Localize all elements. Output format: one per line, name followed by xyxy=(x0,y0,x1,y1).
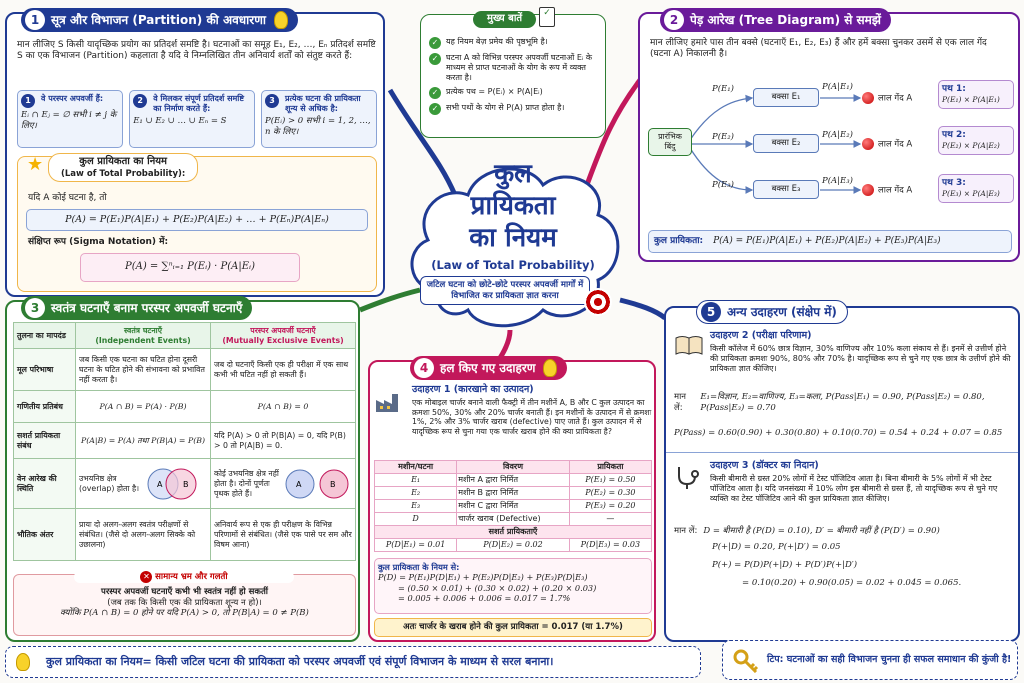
example-2-solution: P(Pass) = 0.60(0.90) + 0.30(0.80) + 0.10(0.70) = 0.54 + 0.24 + 0.07 = 0.85 xyxy=(674,428,1003,438)
lightbulb-icon xyxy=(543,359,557,377)
path-box-2: पथ 2: P(E₂) × P(A|E₂) xyxy=(938,126,1014,155)
mistake-line-3: क्योंकि P(A ∩ B) = 0 होने पर यदि P(A) > 0, तो P(B|A) = 0 ≠ P(B) xyxy=(60,608,309,619)
section-4-panel xyxy=(368,360,656,642)
lightbulb-icon xyxy=(16,653,30,671)
col-independent: स्वतंत्र घटनाएँ (Independent Events) xyxy=(76,323,211,349)
path-box-1: पथ 1: P(E₁) × P(A|E₁) xyxy=(938,80,1014,109)
section-5-header xyxy=(696,300,848,324)
solution-box: कुल प्रायिकता के नियम से: P(D) = P(E₁)P(D|E₁) + P(E₂)P(D|E₂) + P(E₃)P(D|E₃) = (0.50 × 0.01) + (0.30 × 0.02) + (0.20 × 0.03) = 0.005 + 0.006 + 0.006 = 0.017 = 1.7% xyxy=(374,558,652,614)
table-row: भौतिक अंतर प्रायः दो अलग-अलग स्वतंत्र परीक्षणों से संबंधित। (जैसे दो अलग-अलग सिक्के को उछालना) अनिवार्य रूप से एक ही परीक्षण के विभिन्न परिणामों से संबंधित। (जैसे एक पासे पर सम और विषम आना) xyxy=(14,509,356,561)
table-row: वेन आरेख की स्थिति उभयनिष्ठ क्षेत्र (overlap) होता है। A B कोई उभयनिष्ठ क्षेत्र नहीं होता है। दोनों पूर्णतः पृथक होते हैं। A B xyxy=(14,459,356,509)
col-criteria: तुलना का मापदंड xyxy=(14,323,76,349)
section-4-header xyxy=(410,356,567,380)
box-node-2: बक्सा E₂ xyxy=(753,134,819,153)
footer-summary: कुल प्रायिकता का नियम = किसी जटिल घटना की प्रायिकता को परस्पर अपवर्जी एवं संपूर्ण विभाजन के माध्यम से सरल बनाना। xyxy=(5,646,701,678)
section-1-header xyxy=(21,8,298,32)
stethoscope-icon xyxy=(674,464,702,492)
venn-overlap-icon xyxy=(141,466,205,502)
condition-2: 2 वे मिलकर संपूर्ण प्रतिदर्श समष्टि का निर्माण करते हैं: E₁ ∪ E₂ ∪ … ∪ Eₙ = S xyxy=(129,90,255,148)
comparison-table xyxy=(13,322,356,561)
key-point: ✓ प्रत्येक पथ = P(Eᵢ) × P(A|Eᵢ) xyxy=(429,87,603,99)
section-4-number: 4 xyxy=(414,358,434,378)
lightbulb-icon xyxy=(274,11,288,29)
section-4-title: हल किए गए उदाहरण xyxy=(440,360,536,375)
example-2-let: मान लें: E₁=विज्ञान, E₂=वाणिज्य, E₃=कला, P(Pass|E₁) = 0.90, P(Pass|E₂) = 0.80, P(Pass|E₃) = 0.70 xyxy=(674,392,985,413)
example-1-text: एक मोबाइल चार्जर बनाने वाली फैक्ट्री में तीन मशीनें A, B और C कुल उत्पादन का क्रमशः 50%, 30% और 20% चार्जर बनाती हैं। इन मशीनों के उत्पादन में से क्रमशः 1%, 2% और 3% चार्जर खराब (defective) पाए जाते हैं। कुल उत्पादन में से यादृच्छिक रूप से चुना गया एक चार्जर खराब होने की क्या प्रायिकता है? xyxy=(412,398,652,437)
key-point: ✓ घटना A को विभिन्न परस्पर अपवर्जी घटनाओं Eᵢ के माध्यम से प्राप्त घटनाओं के योग के रूप में व्यक्त करता है। xyxy=(429,53,603,83)
machine-table: मशीन/घटना विवरण प्रायिकता E₁ मशीन A द्वारा निर्मित P(E₁) = 0.50 E₂ मशीन B द्वारा निर्मित P(E₂) = 0.30 E₃ मशीन C द्वारा निर्मित P(E₃) = 0.20 D चार्जर खराब (Defective) — सशर्त प्रायिकताएँ P(D|E₁) = 0.01 P(D|E₂) = 0.02 P(D|E₃) = 0.03 xyxy=(374,460,652,552)
law-title: कुल प्रायिकता का नियम xyxy=(79,156,168,167)
ball-node-3: लाल गेंद A xyxy=(862,184,912,196)
example-3-text: किसी बीमारी से ग्रस्त 20% लोगों में टेस्ट पॉजिटिव आता है। बिना बीमारी के 5% लोगों में भी टेस्ट पॉजिटिव आता है। यदि जनसंख्या में 10% लोग इस बीमारी से ग्रस्त हैं, तो यादृच्छिक रूप से चुने गए व्यक्ति का टेस्ट पॉजिटिव आने की कुल प्रायिकता ज्ञात कीजिए। xyxy=(710,474,998,503)
cond-prob-1: P(A|E₁) xyxy=(822,82,853,92)
sigma-formula: P(A) = ∑ⁿᵢ₌₁ P(Eᵢ) · P(A|Eᵢ) xyxy=(80,253,300,282)
section-3-panel xyxy=(5,300,360,642)
example-3-let: मान लें: D = बीमारी है (P(D) = 0.10), D′ = बीमारी नहीं है (P(D′) = 0.90) xyxy=(674,526,940,536)
section-5-title: अन्य उदाहरण (संक्षेप में) xyxy=(727,304,837,319)
answer-box: अतः चार्जर के खराब होने की कुल प्रायिकता = 0.017 (या 1.7%) xyxy=(374,618,652,637)
sigma-label: संक्षिप्त रूप (Sigma Notation) में: xyxy=(28,237,169,247)
center-tagline: जटिल घटना को छोटे-छोटे परस्पर अपवर्जी मार्गों में विभाजित कर प्रायिकता ज्ञात करना xyxy=(420,276,590,305)
law-title-badge xyxy=(27,153,198,182)
red-ball-icon xyxy=(862,184,874,196)
target-icon xyxy=(584,288,612,316)
table-row: E₃ मशीन C द्वारा निर्मित P(E₃) = 0.20 xyxy=(375,500,652,513)
venn-label-b: B xyxy=(183,479,189,489)
condition-1: 1 वे परस्पर अपवर्जी हैं: Eᵢ ∩ Eⱼ = ∅ सभी i ≠ j के लिए। xyxy=(17,90,123,148)
condition-3: 3 प्रत्येक घटना की प्रायिकता शून्य से अधिक है: P(Eᵢ) > 0 सभी i = 1, 2, …, n के लिए। xyxy=(261,90,377,148)
law-formula: P(A) = P(E₁)P(A|E₁) + P(E₂)P(A|E₂) + … + P(Eₙ)P(A|Eₙ) xyxy=(26,209,368,231)
section-1-intro: मान लीजिए S किसी यादृच्छिक प्रयोग का प्रतिदर्श समष्टि है। घटनाओं का समूह E₁, E₂, …, Eₙ प्रतिदर्श समष्टि S का एक विभाजन (Partition) कहलाता है यदि वे निम्नलिखित तीन अनिवार्य शर्तों को संतुष्ट करते हैं: xyxy=(17,40,376,62)
law-box xyxy=(17,156,377,292)
venn-disjoint-icon xyxy=(284,466,350,502)
common-mistake-box xyxy=(13,574,356,636)
center-subtitle: (Law of Total Probability) xyxy=(431,258,595,272)
tree-start-node: प्रारंभिक बिंदु xyxy=(648,128,692,156)
mistake-line-2: (जब तक कि किसी एक की प्रायिकता शून्य न हो)। xyxy=(107,597,262,608)
table-row: E₁ मशीन A द्वारा निर्मित P(E₁) = 0.50 xyxy=(375,474,652,487)
ball-node-1: लाल गेंद A xyxy=(862,92,912,104)
example-2-title: उदाहरण 2 (परीक्षा परिणाम) xyxy=(710,330,812,341)
branch-prob-2: P(E₂) xyxy=(712,132,734,142)
book-icon xyxy=(674,334,704,356)
mistake-title: सामान्य भ्रम और गलती xyxy=(155,572,228,582)
venn-label-b: B xyxy=(330,479,336,489)
table-row: P(D|E₁) = 0.01 P(D|E₂) = 0.02 P(D|E₃) = 0.03 xyxy=(375,539,652,552)
factory-icon xyxy=(374,390,406,414)
table-row: मूल परिभाषा जब किसी एक घटना का घटित होना दूसरी घटना के घटित होने की संभावना को प्रभावित नहीं करता है। जब दो घटनाएँ किसी एक ही परीक्षा में एक साथ कभी भी घटित नहीं हो सकती हैं। xyxy=(14,349,356,391)
ball-node-2: लाल गेंद A xyxy=(862,138,912,150)
section-1-panel xyxy=(5,12,385,297)
cond-prob-2: P(A|E₂) xyxy=(822,130,853,140)
key-point: ✓ यह नियम बेज़ प्रमेय की पृष्ठभूमि है। xyxy=(429,37,603,49)
example-3-line-2: P(+|D) = 0.20, P(+|D′) = 0.05 xyxy=(712,542,841,552)
example-3-title: उदाहरण 3 (डॉक्टर का निदान) xyxy=(710,460,819,471)
star-icon: ★ xyxy=(27,154,44,175)
section-5-panel xyxy=(664,306,1020,642)
example-2-text: किसी कॉलेज में 60% छात्र विज्ञान, 30% वाणिज्य और 10% कला संकाय से हैं। इनमें से उत्तीर्ण होने की प्रायिकता क्रमशः 90%, 80% और 70% है। यादृच्छिक रूप से चुने गए एक छात्र के उत्तीर्ण होने की प्रायिकता ज्ञात कीजिए। xyxy=(710,344,1011,373)
mistake-line-1: परस्पर अपवर्जी घटनाएँ कभी भी स्वतंत्र नहीं हो सकतीं xyxy=(101,587,268,597)
tree-total-box: कुल प्रायिकता: P(A) = P(E₁)P(A|E₁) + P(E₂)P(A|E₂) + P(E₃)P(A|E₃) xyxy=(648,230,1012,253)
branch-prob-1: P(E₁) xyxy=(712,84,734,94)
table-row: D चार्जर खराब (Defective) — xyxy=(375,513,652,526)
section-1-number: 1 xyxy=(25,10,45,30)
venn-label-a: A xyxy=(296,479,302,489)
table-row: सशर्त प्रायिकता संबंध P(A|B) = P(A) तथा P(B|A) = P(B) यदि P(A) > 0 तो P(B|A) = 0, यदि P(B) > 0 तो P(A|B) = 0. xyxy=(14,423,356,459)
error-icon: ✕ xyxy=(140,571,152,583)
red-ball-icon xyxy=(862,92,874,104)
center-cloud xyxy=(398,140,628,340)
section-2-header xyxy=(660,8,891,32)
venn-label-a: A xyxy=(157,479,163,489)
box-node-3: बक्सा E₃ xyxy=(753,180,819,199)
key-point: ✓ सभी पथों के योग से P(A) प्राप्त होता है। xyxy=(429,103,603,115)
section-1-title: सूत्र और विभाजन (Partition) की अवधारणा xyxy=(51,12,266,27)
section-2-title: पेड़ आरेख (Tree Diagram) से समझें xyxy=(690,12,881,27)
law-if-text: यदि A कोई घटना है, तो xyxy=(28,193,107,203)
partition-conditions xyxy=(17,90,377,148)
center-title-1: कुल xyxy=(494,159,532,189)
table-row: गणितीय प्रतिबंध P(A ∩ B) = P(A) · P(B) P(A ∩ B) = 0 xyxy=(14,391,356,423)
checklist-icon: ✓ xyxy=(539,7,555,27)
example-3-line-3: P(+) = P(D)P(+|D) + P(D′)P(+|D′) xyxy=(712,560,858,570)
center-title-3: का नियम xyxy=(469,223,557,253)
mistake-title-row xyxy=(74,571,294,583)
section-3-number: 3 xyxy=(25,298,45,318)
example-3-line-4: = 0.10(0.20) + 0.90(0.05) = 0.02 + 0.045 = 0.065. xyxy=(742,578,962,588)
section-3-header xyxy=(21,296,252,320)
col-exclusive: परस्पर अपवर्जी घटनाएँ (Mutually Exclusive Events) xyxy=(211,323,356,349)
footer-tip: टिप: घटनाओं का सही विभाजन चुनना ही सफल समाधान की कुंजी है! xyxy=(722,640,1018,680)
cond-prob-3: P(A|E₃) xyxy=(822,176,853,186)
branch-prob-3: P(E₃) xyxy=(712,180,734,190)
red-ball-icon xyxy=(862,138,874,150)
key-points-panel xyxy=(420,8,606,138)
center-title-2: प्रायिकता xyxy=(470,191,556,221)
section-5-number: 5 xyxy=(701,302,721,322)
table-row: E₂ मशीन B द्वारा निर्मित P(E₂) = 0.30 xyxy=(375,487,652,500)
path-box-3: पथ 3: P(E₃) × P(A|E₃) xyxy=(938,174,1014,203)
key-icon xyxy=(733,649,759,677)
section-2-number: 2 xyxy=(664,10,684,30)
law-subtitle: (Law of Total Probability): xyxy=(61,168,186,179)
section-2-panel xyxy=(638,12,1020,262)
example-1-title: उदाहरण 1 (कारखाने का उत्पादन) xyxy=(412,384,534,395)
section-3-title: स्वतंत्र घटनाएँ बनाम परस्पर अपवर्जी घटनाएँ xyxy=(51,300,243,315)
section-2-intro: मान लीजिए हमारे पास तीन बक्से (घटनाएँ E₁, E₂, E₃) हैं और हमें बक्सा चुनकर उसमें से एक लाल गेंद (घटना A) निकालनी है। xyxy=(650,38,987,60)
key-points-title: मुख्य बातें xyxy=(473,11,536,28)
box-node-1: बक्सा E₁ xyxy=(753,88,819,107)
